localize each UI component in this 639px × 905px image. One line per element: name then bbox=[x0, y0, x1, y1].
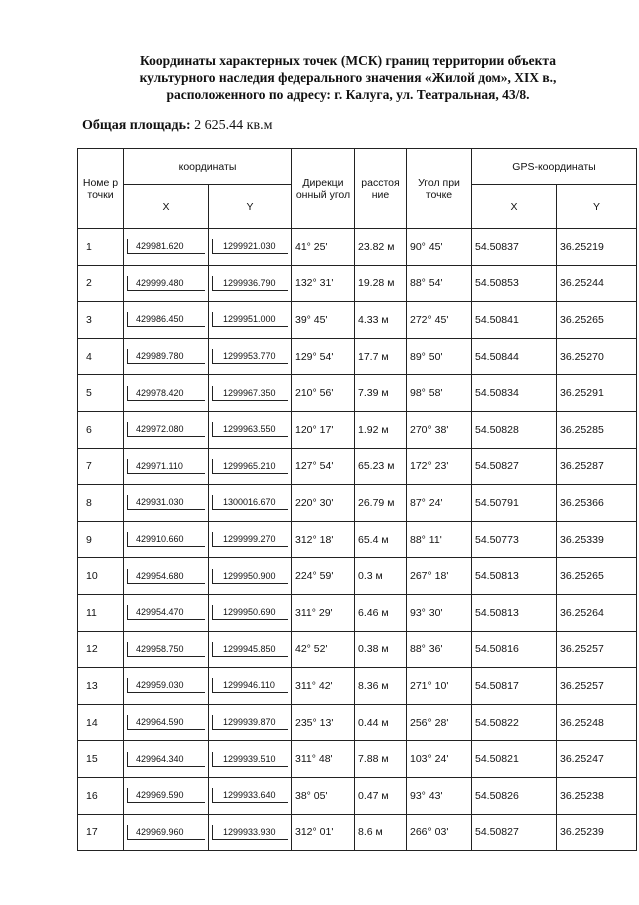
gps-x: 54.50827 bbox=[472, 814, 557, 851]
header-distance: расстоя ние bbox=[355, 149, 407, 229]
point-number: 15 bbox=[78, 741, 124, 778]
header-point-number: Номе р точки bbox=[78, 149, 124, 229]
title-line-3: расположенного по адресу: г. Калуга, ул. Театральная, 43/8. bbox=[166, 87, 530, 102]
coord-x: 429964.340 bbox=[127, 752, 205, 767]
distance: 7.88 м bbox=[355, 741, 407, 778]
distance: 17.7 м bbox=[355, 338, 407, 375]
gps-y: 36.25248 bbox=[557, 704, 637, 741]
gps-y: 36.25265 bbox=[557, 302, 637, 339]
distance: 65.4 м bbox=[355, 521, 407, 558]
directional-angle: 235° 13' bbox=[292, 704, 355, 741]
angle-at-point: 256° 28' bbox=[407, 704, 472, 741]
table-row bbox=[78, 229, 637, 266]
document-title bbox=[108, 52, 588, 103]
distance: 23.82 м bbox=[355, 229, 407, 266]
point-number: 14 bbox=[78, 704, 124, 741]
header-gps-x: X bbox=[472, 185, 557, 229]
angle-at-point: 271° 10' bbox=[407, 668, 472, 705]
directional-angle: 42° 52' bbox=[292, 631, 355, 668]
header-coordinates: координаты bbox=[124, 149, 292, 185]
angle-at-point: 87° 24' bbox=[407, 485, 472, 522]
distance: 0.44 м bbox=[355, 704, 407, 741]
directional-angle: 129° 54' bbox=[292, 338, 355, 375]
header-angle-at-point: Угол при точке bbox=[407, 149, 472, 229]
directional-angle: 132° 31' bbox=[292, 265, 355, 302]
gps-x: 54.50837 bbox=[472, 229, 557, 266]
distance: 65.23 м bbox=[355, 448, 407, 485]
angle-at-point: 88° 54' bbox=[407, 265, 472, 302]
gps-y: 36.25366 bbox=[557, 485, 637, 522]
gps-x: 54.50791 bbox=[472, 485, 557, 522]
gps-y: 36.25287 bbox=[557, 448, 637, 485]
gps-y: 36.25270 bbox=[557, 338, 637, 375]
gps-y: 36.25238 bbox=[557, 777, 637, 814]
title-line-1: Координаты характерных точек (МСК) границ территории объекта bbox=[140, 53, 556, 68]
gps-x: 54.50813 bbox=[472, 558, 557, 595]
gps-x: 54.50773 bbox=[472, 521, 557, 558]
coord-y: 1299951.000 bbox=[212, 312, 288, 327]
directional-angle: 312° 18' bbox=[292, 521, 355, 558]
gps-x: 54.50827 bbox=[472, 448, 557, 485]
point-number: 7 bbox=[78, 448, 124, 485]
coord-x: 429999.480 bbox=[127, 276, 205, 291]
header-x: X bbox=[124, 185, 209, 229]
point-number: 5 bbox=[78, 375, 124, 412]
coord-y: 1299933.640 bbox=[212, 788, 288, 803]
coord-x: 429958.750 bbox=[127, 642, 205, 657]
coord-x: 429981.620 bbox=[127, 239, 205, 254]
gps-y: 36.25265 bbox=[557, 558, 637, 595]
coord-y: 1299950.900 bbox=[212, 569, 288, 584]
coordinates-table bbox=[77, 148, 637, 851]
angle-at-point: 90° 45' bbox=[407, 229, 472, 266]
coord-x: 429971.110 bbox=[127, 459, 205, 474]
gps-y: 36.25285 bbox=[557, 411, 637, 448]
total-area bbox=[82, 118, 272, 134]
table-row bbox=[78, 631, 637, 668]
gps-y: 36.25219 bbox=[557, 229, 637, 266]
coord-x: 429954.680 bbox=[127, 569, 205, 584]
table-row bbox=[78, 741, 637, 778]
distance: 7.39 м bbox=[355, 375, 407, 412]
directional-angle: 210° 56' bbox=[292, 375, 355, 412]
table-row bbox=[78, 375, 637, 412]
distance: 26.79 м bbox=[355, 485, 407, 522]
coord-x: 429959.030 bbox=[127, 678, 205, 693]
angle-at-point: 272° 45' bbox=[407, 302, 472, 339]
directional-angle: 311° 29' bbox=[292, 594, 355, 631]
directional-angle: 120° 17' bbox=[292, 411, 355, 448]
coord-x: 429978.420 bbox=[127, 386, 205, 401]
directional-angle: 312° 01' bbox=[292, 814, 355, 851]
gps-x: 54.50828 bbox=[472, 411, 557, 448]
point-number: 1 bbox=[78, 229, 124, 266]
directional-angle: 311° 48' bbox=[292, 741, 355, 778]
gps-x: 54.50821 bbox=[472, 741, 557, 778]
angle-at-point: 266° 03' bbox=[407, 814, 472, 851]
angle-at-point: 98° 58' bbox=[407, 375, 472, 412]
coord-y: 1299967.350 bbox=[212, 386, 288, 401]
point-number: 12 bbox=[78, 631, 124, 668]
gps-y: 36.25244 bbox=[557, 265, 637, 302]
angle-at-point: 88° 36' bbox=[407, 631, 472, 668]
angle-at-point: 267° 18' bbox=[407, 558, 472, 595]
gps-y: 36.25339 bbox=[557, 521, 637, 558]
angle-at-point: 172° 23' bbox=[407, 448, 472, 485]
table-row bbox=[78, 302, 637, 339]
table-row bbox=[78, 448, 637, 485]
directional-angle: 41° 25' bbox=[292, 229, 355, 266]
table-row bbox=[78, 668, 637, 705]
gps-y: 36.25247 bbox=[557, 741, 637, 778]
coord-y: 1299963.550 bbox=[212, 422, 288, 437]
angle-at-point: 89° 50' bbox=[407, 338, 472, 375]
angle-at-point: 93° 43' bbox=[407, 777, 472, 814]
directional-angle: 224° 59' bbox=[292, 558, 355, 595]
gps-x: 54.50841 bbox=[472, 302, 557, 339]
header-gps-y: Y bbox=[557, 185, 637, 229]
gps-y: 36.25257 bbox=[557, 631, 637, 668]
directional-angle: 38° 05' bbox=[292, 777, 355, 814]
point-number: 16 bbox=[78, 777, 124, 814]
angle-at-point: 270° 38' bbox=[407, 411, 472, 448]
gps-x: 54.50834 bbox=[472, 375, 557, 412]
gps-x: 54.50817 bbox=[472, 668, 557, 705]
table-row bbox=[78, 265, 637, 302]
directional-angle: 39° 45' bbox=[292, 302, 355, 339]
gps-y: 36.25239 bbox=[557, 814, 637, 851]
coord-y: 1299999.270 bbox=[212, 532, 288, 547]
coord-y: 1299953.770 bbox=[212, 349, 288, 364]
distance: 4.33 м bbox=[355, 302, 407, 339]
coord-x: 429989.780 bbox=[127, 349, 205, 364]
gps-x: 54.50813 bbox=[472, 594, 557, 631]
table-body bbox=[78, 229, 637, 851]
total-area-value: 2 625.44 кв.м bbox=[194, 118, 273, 133]
distance: 0.47 м bbox=[355, 777, 407, 814]
table-row bbox=[78, 338, 637, 375]
coord-y: 1299939.510 bbox=[212, 752, 288, 767]
coord-y: 1299921.030 bbox=[212, 239, 288, 254]
gps-x: 54.50853 bbox=[472, 265, 557, 302]
point-number: 10 bbox=[78, 558, 124, 595]
gps-y: 36.25264 bbox=[557, 594, 637, 631]
gps-x: 54.50816 bbox=[472, 631, 557, 668]
coord-y: 1299950.690 bbox=[212, 605, 288, 620]
table-row bbox=[78, 558, 637, 595]
distance: 6.46 м bbox=[355, 594, 407, 631]
coord-x: 429972.080 bbox=[127, 422, 205, 437]
coord-y: 1299945.850 bbox=[212, 642, 288, 657]
gps-y: 36.25291 bbox=[557, 375, 637, 412]
directional-angle: 220° 30' bbox=[292, 485, 355, 522]
coord-x: 429954.470 bbox=[127, 605, 205, 620]
point-number: 9 bbox=[78, 521, 124, 558]
title-line-2: культурного наследия федерального значения «Жилой дом», XIX в., bbox=[139, 70, 557, 85]
coord-y: 1299933.930 bbox=[212, 825, 288, 840]
header-directional-angle: Дирекци онный угол bbox=[292, 149, 355, 229]
coord-x: 429910.660 bbox=[127, 532, 205, 547]
header-gps: GPS-координаты bbox=[472, 149, 637, 185]
coord-y: 1299965.210 bbox=[212, 459, 288, 474]
point-number: 17 bbox=[78, 814, 124, 851]
coord-y: 1299946.110 bbox=[212, 678, 288, 693]
table-row bbox=[78, 411, 637, 448]
gps-x: 54.50822 bbox=[472, 704, 557, 741]
coord-x: 429931.030 bbox=[127, 495, 205, 510]
table-row bbox=[78, 814, 637, 851]
table-row bbox=[78, 704, 637, 741]
gps-x: 54.50844 bbox=[472, 338, 557, 375]
distance: 0.3 м bbox=[355, 558, 407, 595]
angle-at-point: 103° 24' bbox=[407, 741, 472, 778]
point-number: 11 bbox=[78, 594, 124, 631]
point-number: 3 bbox=[78, 302, 124, 339]
table-row bbox=[78, 485, 637, 522]
gps-y: 36.25257 bbox=[557, 668, 637, 705]
table-row bbox=[78, 777, 637, 814]
total-area-label: Общая площадь: bbox=[82, 118, 191, 133]
coord-y: 1299936.790 bbox=[212, 276, 288, 291]
point-number: 4 bbox=[78, 338, 124, 375]
distance: 19.28 м bbox=[355, 265, 407, 302]
point-number: 13 bbox=[78, 668, 124, 705]
coord-y: 1300016.670 bbox=[212, 495, 288, 510]
directional-angle: 311° 42' bbox=[292, 668, 355, 705]
point-number: 2 bbox=[78, 265, 124, 302]
coord-x: 429964.590 bbox=[127, 715, 205, 730]
coord-x: 429969.960 bbox=[127, 825, 205, 840]
coord-x: 429986.450 bbox=[127, 312, 205, 327]
distance: 8.36 м bbox=[355, 668, 407, 705]
distance: 8.6 м bbox=[355, 814, 407, 851]
point-number: 6 bbox=[78, 411, 124, 448]
distance: 1.92 м bbox=[355, 411, 407, 448]
distance: 0.38 м bbox=[355, 631, 407, 668]
coord-x: 429969.590 bbox=[127, 788, 205, 803]
coord-y: 1299939.870 bbox=[212, 715, 288, 730]
angle-at-point: 93° 30' bbox=[407, 594, 472, 631]
point-number: 8 bbox=[78, 485, 124, 522]
table-row bbox=[78, 521, 637, 558]
angle-at-point: 88° 11' bbox=[407, 521, 472, 558]
table-row bbox=[78, 594, 637, 631]
gps-x: 54.50826 bbox=[472, 777, 557, 814]
header-y: Y bbox=[209, 185, 292, 229]
directional-angle: 127° 54' bbox=[292, 448, 355, 485]
